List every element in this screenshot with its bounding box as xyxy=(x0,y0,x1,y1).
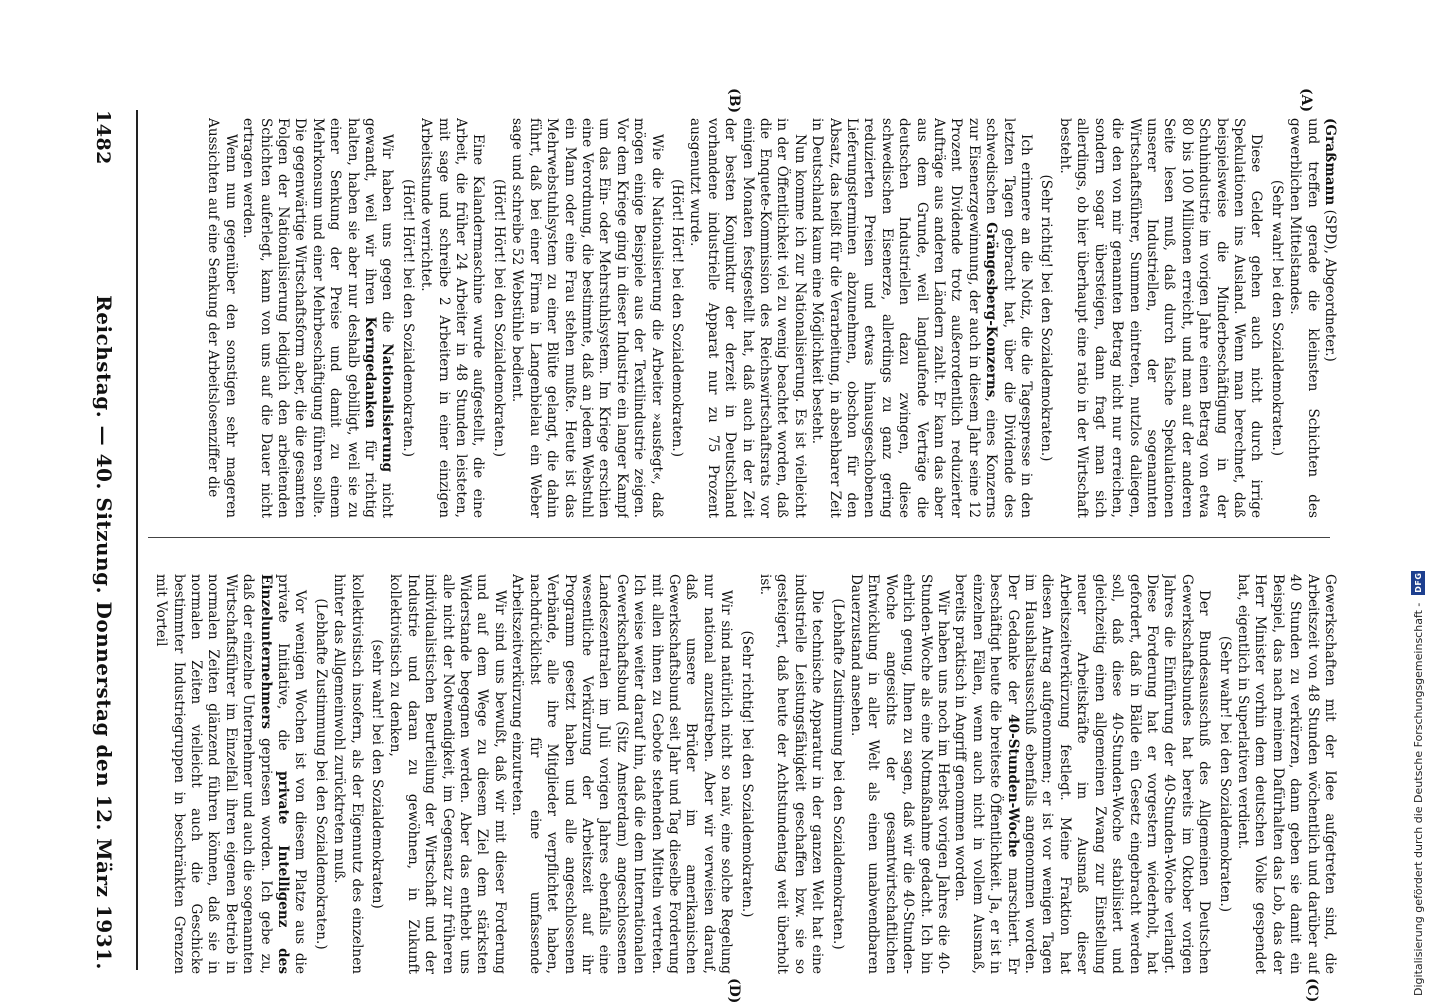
emphasis: Nationalisierung xyxy=(379,343,396,473)
interjection: (Hört! Hört! bei den Sozialdemokraten.) xyxy=(668,178,685,458)
speaker-party: (SPD), Abgeordneter.) xyxy=(1322,209,1338,362)
text-run: Ich erinnere an die Notiz, die die Tagespresse in den letzten Tagen gebracht hat, über die Dividende des schwedischen xyxy=(983,118,1035,518)
paragraph: Wir haben uns noch im Herbst vorigen Jahres die 40-Stunden-Woche als eine Notmaßnahme gedacht. Ich bin ehrlich genug, Ihnen zu sagen, daß wir die 40-Stunden-Woche angesichts der gesamtwirtschaftlichen Entwicklung in aller Welt als einen unabwendbaren Dauerzustand ansehen. xyxy=(848,574,952,974)
paragraph xyxy=(152,574,309,974)
credit-text: Digitalisierung gefördert durch die Deutsche Forschungsgemeinschaft - xyxy=(1411,602,1425,996)
paragraph: kollektivistisch insofern, als der Eigennutz des einzelnen hinter das Allgemeinwohl zurücktreten muß. xyxy=(331,574,365,974)
margin-marker-b: (B) xyxy=(726,88,742,114)
paragraph: Wir sind natürlich nicht so naiv, eine solche Regelung nur national anzustreben. Aber wir verweisen darauf, daß unsere Brüder im amerikanischen Gewerkschaftsbund seit Jahr und Tag dieselbe Forderung mit allen ihnen zu Gebote stehenden Mitteln vertreten. Ich weise weiter darauf hin, daß die dem Internationalen Gewerkschaftsbund (Sitz Amsterdam) angeschlossenen Landeszentralen im Juli vorigen Jahres ebenfalls eine wesentliche Verkürzung der Arbeitszeit auf ihr Programm gesetzt haben und alle angeschlossenen Verbände, alle ihre Mitglieder verpflichtet haben, nachdrücklichst für eine umfassende Arbeitszeitverkürzung einzutreten. xyxy=(509,574,735,974)
interjection: (Sehr wahr! bei den Sozialdemokraten.) xyxy=(1216,635,1233,913)
paragraph xyxy=(239,118,396,518)
text-run: Vor wenigen Wochen ist von diesem Platze aus die private Initiative, die xyxy=(275,574,309,974)
interjection: (Sehr richtig! bei den Sozialdemokraten.) xyxy=(738,630,755,918)
column-separator xyxy=(148,537,1330,538)
paragraph: Nun komme ich zur Nationalisierung. Es ist vielleicht in der Öffentlichkeit viel zu wenig beachtet worden, daß die Enquete-Kommission des Reichswirtschaftsrats vor einigen Monaten festgestellt hat, daß auch in der Zeit der besten Konjunktur der derzeit in Deutschland vorhandene industrielle Apparat nur zu 75 Prozent ausgenutzt wurde. xyxy=(687,118,808,518)
interjection: (Sehr richtig! bei den Sozialdemokraten.) xyxy=(1038,174,1055,462)
interjection: (Lebhafte Zustimmung bei den Sozialdemokraten.) xyxy=(312,598,329,950)
paragraph xyxy=(808,118,1034,518)
header-rule xyxy=(136,110,138,970)
page-title: Reichstag. — 40. Sitzung. Donnerstag den 12. März 1931. xyxy=(92,295,116,970)
emphasis: Grängesberg-Konzerns xyxy=(983,222,1000,398)
interjection: (Sehr wahr! bei den Sozialdemokraten.) xyxy=(1268,179,1285,457)
page-header xyxy=(86,110,116,970)
interjection: (Hört! Hört! bei den Sozialdemokraten.) xyxy=(399,178,416,458)
text-run: für richtig halten, haben sie aber nur deshalb gebilligt, weil sie zu einer Senkung der Preise und damit zu einem Mehrkonsum und einer Mehrbeschäftigung führen sollte. Die gegenwärtige Wirtschaftsform aber, die die gesamten Folgen der Nationalisierung lediglich den arbeitenden Schichten auferlegt, kann von uns auf die Dauer nicht ertragen werden. xyxy=(240,118,379,518)
text-run: gepriesen worden. Ich gebe zu, daß der einzelne Unternehmer und auch die sogenannten Wirtschaftsführer im Einzelfall ihren eigenen Betrieb in normalen Zeiten glänzend führen können, daß sie in normalen Zeiten vielleicht auch die Geschicke bestimmter Industriegruppen in beschränkten Grenzen mit Vorteil xyxy=(153,574,274,974)
emphasis: private Intelligenz des Einzelunternehmers xyxy=(257,574,292,974)
emphasis: Kerngedanken xyxy=(362,316,379,429)
paragraph: Diese Gelder gehen auch nicht durch irrige Spekulationen ins Ausland. Wenn man berechnet, daß beispielsweise die Minderbeschäftigung in der Schuhindustrie im vorigen Jahre einen Betrag von etwa 80 bis 100 Millionen erreicht, und man auf der anderen Seite lesen muß, daß durch falsche Spekulationen unserer Industriellen, der sogenannten Wirtschaftsführer, Summen eintreten, nutzlos daliegen, die den von mir genannten Betrag nicht nur erreichen, sondern sogar übersteigen, dann fragt man sich allerdings, ob hier überhaupt eine ratio in der Wirtschaft besteht. xyxy=(1056,118,1265,518)
margin-marker-a: (A) xyxy=(1298,88,1314,113)
paragraph: Die technische Apparatur in der ganzen Welt hat eine industrielle Leistungsfähigkeit geschaffen bzw. sie so gesteigert, daß heute der Achtstundentag weit überholt ist. xyxy=(757,574,826,974)
interjection: (Lebhafte Zustimmung bei den Sozialdemokraten.) xyxy=(829,598,846,950)
interjection: (sehr wahr! bei den Sozialdemokraten) xyxy=(369,639,386,909)
margin-marker-d: (D) xyxy=(726,978,742,1003)
speaker-name: (Graßmann xyxy=(1322,118,1338,206)
paragraph: Wie die Nationalisierung die Arbeiter »ausfegt«, daß mögen einige Beispiele aus der Textilindustrie zeigen. Vor dem Kriege ging in dieser Industrie ein langer Kampf um das Ein- oder Mehrstuhlsystem. Im Kriege erschien eine Verordnung, die bestimmte, daß an jedem Webstuhl ein Mann oder eine Frau stehen mußte. Heute ist das Mehrwebstuhlsystem zu einer Blüte gelangt, die dahin führt, daß bei einer Firma in Langenbielau ein Weber sage und schreibe 52 Webstühle bedient. xyxy=(509,118,665,518)
text-run: marschiert. Er beschäftigt heute die breiteste Öffentlichkeit. Ja, er ist in einzelnen Fällen, wenn auch nicht in vollem Ausmaß, bereits praktisch in Angriff genommen worden. xyxy=(952,574,1021,974)
dfg-logo-icon: DFG xyxy=(1411,571,1425,595)
paragraph: Wenn nun gegenüber den sonstigen sehr mageren Aussichten auf eine Senkung der Arbeitslosenziffer die xyxy=(205,118,239,518)
right-column xyxy=(148,574,1338,974)
page-number: 1482 xyxy=(92,110,114,165)
paragraph: Wir sind uns bewußt, daß wir mit dieser Forderung und auf dem Wege zu diesem Ziel dem stärksten Widerstande begegnen werden. Aber das enthebt uns alle nicht der Notwendigkeit, im Gegensatz zur früheren individualistischen Beurteilung der Wirtschaft und der Industrie und daran zu gewöhnen, in Zukunft kollektivistisch zu denken, xyxy=(387,574,508,974)
paragraph: und treffen gerade die kleinsten Schichten des gewerblichen Mittelstandes. xyxy=(1287,118,1321,518)
paragraph: Gewerkschaften mit der Idee aufgetreten sind, die Arbeitszeit von 48 Stunden wöchentlich und darüber auf 40 Stunden zu verkürzen, dann geben sie damit ein Beispiel, das nach meinem Dafürhalten das Lob, das der Herr Minister vorhin dem deutschen Volke gespendet hat, eigentlich in Superlativen verdient. xyxy=(1234,574,1338,974)
paragraph: Eine Kalandermaschine wurde aufgestellt, die eine Arbeit, die früher 24 Arbeiter in 48 Stunden leisteten, mit sage und schreibe 2 Arbeitern in einer einzigen Arbeitsstunde verrichtet. xyxy=(418,118,487,518)
digitization-credit xyxy=(1408,6,1428,996)
left-column xyxy=(148,118,1338,518)
text-run: nicht gewandt, weil wir ihren xyxy=(362,118,396,518)
margin-marker-c: (C) xyxy=(1304,978,1320,1003)
text-run: , eines Konzerns zur Eisenerzgewinnung, der auch in diesem Jahr seine 12 Prozent Dividende trotz außerordentlich reduzierter Aufträge aus anderen Ländern zahlt. Er kann das aber aus dem Grunde, weil langlaufende Verträge die deutschen Industriellen dazu zwingen, diese schwedischen Eisenerze, allerdings zu ganz gering reduzierten Preisen und etwas hinausgeschobenen Lieferungsterminen abzunehmen, obschon für den Absatz, das heißt für die Verarbeitung, in absehbarer Zeit in Deutschland kaum eine Möglichkeit besteht. xyxy=(809,118,1000,518)
emphasis: 40-Stunden-Woche xyxy=(1004,714,1021,858)
paragraph xyxy=(951,574,1212,974)
text-run: Wir haben uns gegen die xyxy=(379,134,396,344)
text-run: Der Bundesausschuß des Allgemeinen Deutschen Gewerkschaftsbundes hat bereits im Oktober vorigen Jahres die Einführung der 40-Stunden-Woche verlangt. Diese Forderung hat er vorgestern wiederholt, hat gefordert, daß in Bälde ein Gesetz eingebracht werden soll, daß diese 40-Stunden-Woche stabilisiert und gleichzeitig einen allgemeinen Zwang zur Einstellung neuer Arbeitskräfte im Ausmaß dieser Arbeitszeitverkürzung festlegt. Meine Fraktion hat diesen Antrag aufgenommen; er ist vor wenigen Tagen im Haushaltsausschuß ebenfalls angenommen worden. Der Gedanke der xyxy=(1004,574,1213,974)
interjection: (Hört! Hört! bei den Sozialdemokraten.) xyxy=(490,178,507,458)
speaker-line xyxy=(1321,118,1338,518)
